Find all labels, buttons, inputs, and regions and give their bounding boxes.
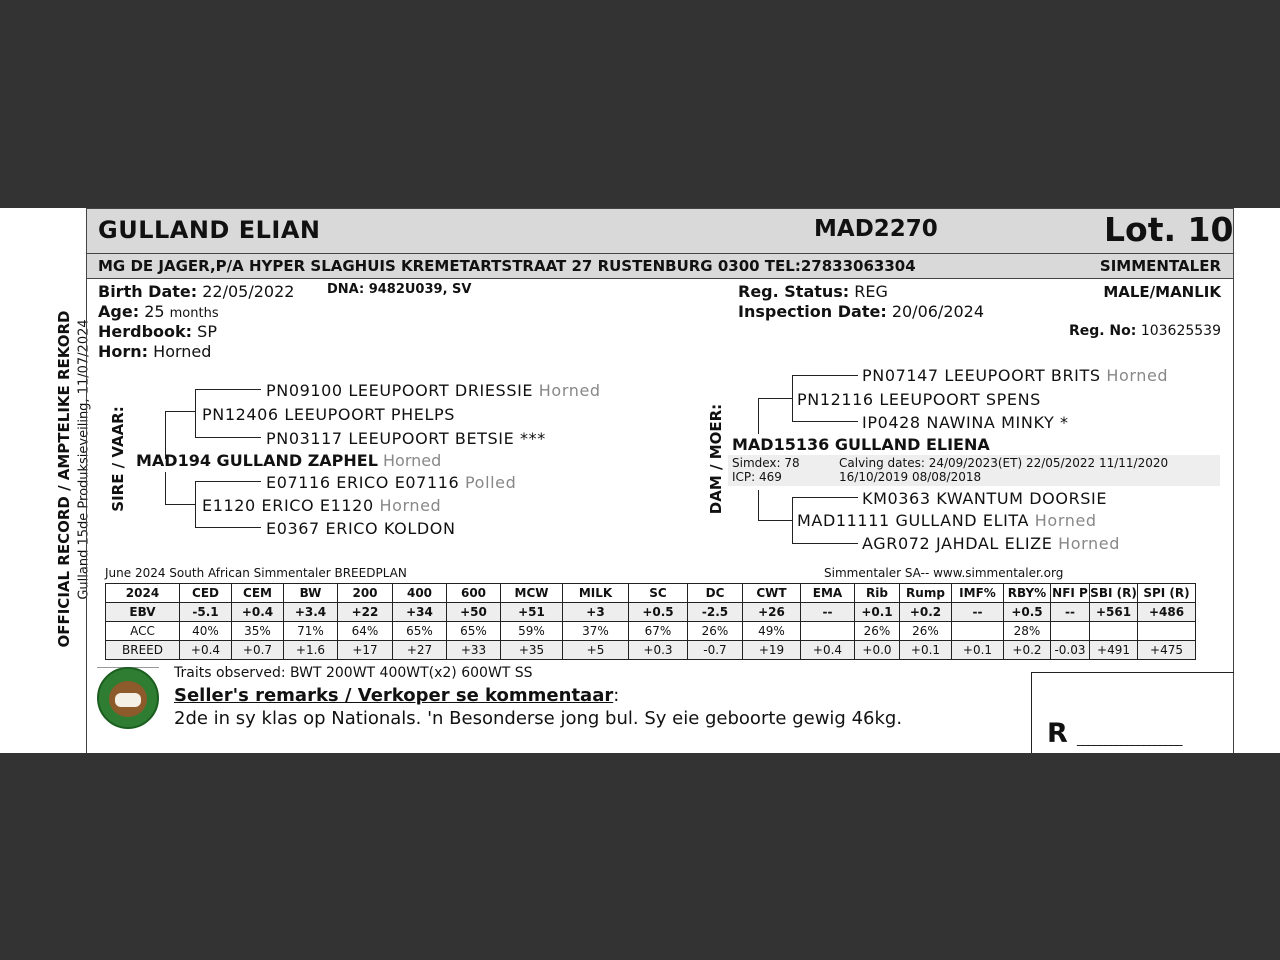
sale-subtitle: Gulland 15de Produksieveiling, 11/07/2024 [76,319,92,600]
table-cell: NFI P [1051,584,1090,603]
lot-number: Lot. 10 [1104,210,1234,249]
table-cell: 26% [688,622,743,641]
sire-sire: PN12406 LEEUPOORT PHELPS [202,405,456,424]
table-cell: CEM [232,584,284,603]
sire-sire-sire: PN09100 LEEUPOORT DRIESSIE Horned [266,381,601,400]
breedplan-table [105,583,1196,660]
table-cell: +0.4 [232,603,284,622]
table-cell: EMA [801,584,855,603]
table-cell [952,622,1004,641]
herdbook: Herdbook: SP [98,322,217,341]
icp: ICP: 469 [732,470,782,484]
table-cell: +0.5 [1004,603,1051,622]
table-cell: +22 [338,603,393,622]
table-cell: +486 [1138,603,1196,622]
table-cell: +5 [563,641,629,660]
table-cell: -2.5 [688,603,743,622]
table-cell: 65% [393,622,447,641]
reg-status: Reg. Status: REG [738,282,888,301]
table-cell: -- [952,603,1004,622]
table-cell: -5.1 [180,603,232,622]
calving-dates: Calving dates: 24/09/2023(ET) 22/05/2022 11/11/2020 [839,456,1169,470]
sex: MALE/MANLIK [1103,283,1221,301]
table-cell: +0.5 [629,603,688,622]
table-cell: BREED [106,641,180,660]
table-cell: EBV [106,603,180,622]
traits-observed: Traits observed: BWT 200WT 400WT(x2) 600WT SS [174,665,533,681]
table-cell: -0.03 [1051,641,1090,660]
table-cell: 35% [232,622,284,641]
table-cell: SC [629,584,688,603]
table-cell: 200 [338,584,393,603]
table-cell: +34 [393,603,447,622]
dam-sire: PN12116 LEEUPOORT SPENS [797,390,1041,409]
simmentaler-logo-icon [97,667,159,729]
table-cell: -0.7 [688,641,743,660]
table-cell: +0.7 [232,641,284,660]
table-cell: 26% [900,622,952,641]
table-cell: 26% [855,622,900,641]
table-cell: 65% [447,622,501,641]
table-cell: 67% [629,622,688,641]
table-cell: +491 [1090,641,1138,660]
table-cell: +0.1 [952,641,1004,660]
breed-name: SIMMENTALER [1099,257,1221,275]
reg-number: Reg. No: 103625539 [1068,323,1221,339]
price-field[interactable]: ___________________ [1077,732,1182,747]
official-record-title: OFFICIAL RECORD / AMPTELIKE REKORD [55,310,73,648]
table-cell [1051,622,1090,641]
table-cell: Rib [855,584,900,603]
calving-dates-cont: 16/10/2019 08/08/2018 [839,470,982,484]
table-cell: 59% [501,622,563,641]
dam-label: DAM / MOER: [707,403,725,515]
table-cell: -- [1051,603,1090,622]
table-cell: +3 [563,603,629,622]
table-cell: +1.6 [284,641,338,660]
table-cell: +35 [501,641,563,660]
table-cell: ACC [106,622,180,641]
animal-name: GULLAND ELIAN [98,216,321,244]
table-cell: +0.2 [1004,641,1051,660]
table-cell [801,622,855,641]
remarks-text: 2de in sy klas op Nationals. 'n Besonderse jong bul. Sy eie geboorte gewig 46kg. [174,708,903,729]
sire-dam: E1120 ERICO E1120 Horned [202,496,442,515]
table-cell: +561 [1090,603,1138,622]
website-note: Simmentaler SA-- www.simmentaler.org [824,566,1064,580]
table-cell: +50 [447,603,501,622]
simdex: Simdex: 78 [732,456,800,470]
remarks-title: Seller's remarks / Verkoper se kommentaar: [174,685,620,706]
table-cell: +0.3 [629,641,688,660]
table-cell: +51 [501,603,563,622]
table-cell: +17 [338,641,393,660]
table-cell: +475 [1138,641,1196,660]
table-cell: 40% [180,622,232,641]
table-cell: IMF% [952,584,1004,603]
table-cell: -- [801,603,855,622]
table-cell: CWT [743,584,801,603]
registration-code: MAD2270 [814,216,938,242]
price-currency: R [1047,718,1068,749]
birth-date: Birth Date: 22/05/2022 [98,282,295,301]
owner-address: MG DE JAGER,P/A HYPER SLAGHUIS KREMETARTSTRAAT 27 RUSTENBURG 0300 TEL:27833063304 [98,257,916,275]
table-cell: 600 [447,584,501,603]
table-cell: 28% [1004,622,1051,641]
table-cell [1090,622,1138,641]
table-cell: +3.4 [284,603,338,622]
sire-sire-dam: PN03117 LEEUPOORT BETSIE *** [266,429,546,448]
table-cell: +0.4 [801,641,855,660]
breedplan-note: June 2024 South African Simmentaler BREEDPLAN [105,566,407,580]
dna-code: DNA: 9482U039, SV [327,282,472,297]
table-row [106,584,1196,603]
table-cell: 400 [393,584,447,603]
age: Age: 25 months [98,302,219,321]
dam-dam-dam: AGR072 JAHDAL ELIZE Horned [862,534,1120,553]
inspection-date: Inspection Date: 20/06/2024 [738,302,985,321]
table-cell: +0.4 [180,641,232,660]
table-cell: +0.1 [855,603,900,622]
sire-label: SIRE / VAAR: [109,406,127,512]
table-cell: MCW [501,584,563,603]
table-cell [1138,622,1196,641]
side-caption [34,300,94,660]
sire-dam-dam: E0367 ERICO KOLDON [266,519,456,538]
table-cell: +0.0 [855,641,900,660]
sire-dam-sire: E07116 ERICO E07116 Polled [266,473,517,492]
table-cell: +33 [447,641,501,660]
dam-sire-dam: IP0428 NAWINA MINKY * [862,413,1069,432]
table-row [106,622,1196,641]
table-cell: SBI (R) [1090,584,1138,603]
table-cell: 64% [338,622,393,641]
table-cell: 71% [284,622,338,641]
table-cell: RBY% [1004,584,1051,603]
table-cell: CED [180,584,232,603]
table-cell: +27 [393,641,447,660]
table-cell: 49% [743,622,801,641]
dam: MAD15136 GULLAND ELIENA [732,435,990,454]
dam-dam: MAD11111 GULLAND ELITA Horned [797,511,1097,530]
table-cell: +0.1 [900,641,952,660]
sire: MAD194 GULLAND ZAPHEL Horned [136,451,442,470]
table-row [106,603,1196,622]
horn: Horn: Horned [98,342,212,361]
table-cell: DC [688,584,743,603]
table-cell: Rump [900,584,952,603]
dam-dam-sire: KM0363 KWANTUM DOORSIE [862,489,1108,508]
table-cell: +26 [743,603,801,622]
table-cell: 37% [563,622,629,641]
table-row [106,641,1196,660]
table-cell: BW [284,584,338,603]
table-cell: MILK [563,584,629,603]
dam-sire-sire: PN07147 LEEUPOORT BRITS Horned [862,366,1169,385]
table-cell: +19 [743,641,801,660]
table-cell: +0.2 [900,603,952,622]
table-cell: 2024 [106,584,180,603]
table-cell: SPI (R) [1138,584,1196,603]
